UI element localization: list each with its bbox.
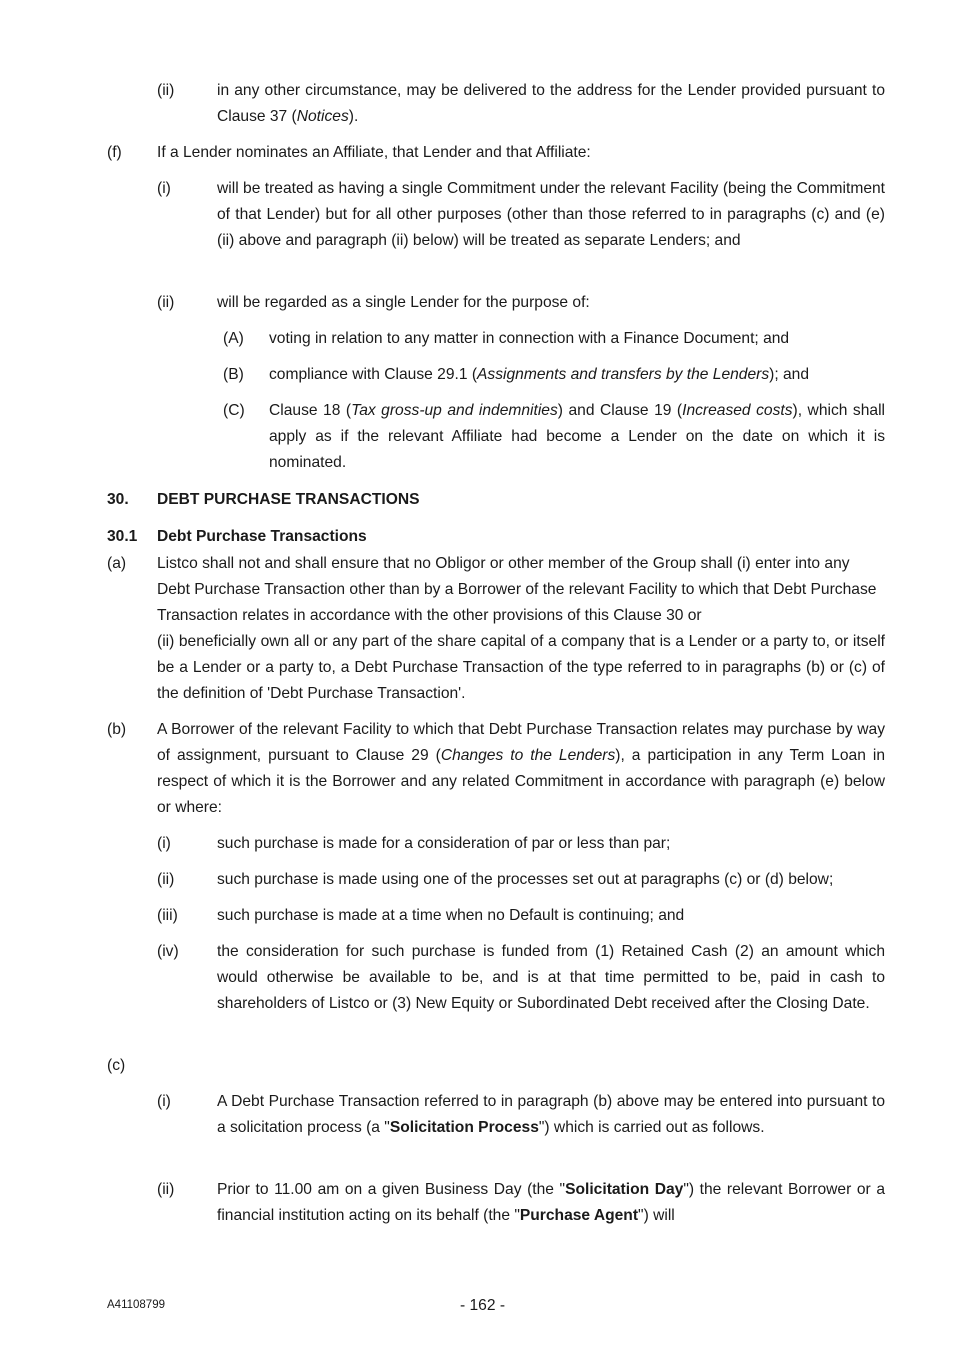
paragraph-label: (i) — [157, 835, 171, 852]
paragraph-label: (a) — [107, 555, 127, 572]
paragraph-text: will be regarded as a single Lender for the purpose of: — [217, 294, 590, 311]
paragraph-label: (B) — [223, 366, 244, 383]
paragraph-text: voting in relation to any matter in connection with a Finance Document; and — [269, 330, 790, 347]
paragraph-text: A Borrower of the relevant Facility to which that Debt Purchase Transaction relates may purchase by way of assignment, pursuant to Clause 29 (Changes to the Lenders), a participation in any Term Loan in respect of which it is the Borrower and any related Commitment in accordance with paragraph (e) below or where: — [157, 721, 886, 816]
paragraph-text: will be treated as having a single Commitment under the relevant Facility (being the Commitment of that Lender) but for all other purposes (other than those referred to in paragraphs (c) and (e)(ii) above and paragraph (ii) below) will be treated as separate Lenders; and — [217, 180, 885, 249]
paragraph-label: (ii) — [157, 1181, 175, 1198]
paragraph-text: A Debt Purchase Transaction referred to in paragraph (b) above may be entered into pursuant to a solicitation process (a "Solicitation Process") which is carried out as follows. — [217, 1093, 885, 1136]
paragraph-label: (f) — [107, 144, 122, 161]
paragraph-text: Prior to 11.00 am on a given Business Day (the "Solicitation Day") the relevant Borrower or a financial institution acting on its behalf (the "Purchase Agent") will — [217, 1181, 885, 1224]
document-reference: A41108799 — [107, 1299, 165, 1311]
paragraph-label: (C) — [223, 402, 245, 419]
paragraph-text: the consideration for such purchase is funded from (1) Retained Cash (2) an amount which would otherwise be available to be, and is at that time permitted to be, paid in cash to shareholders of Listco or (3) New Equity or Subordinated Debt received after the Closing Date. — [217, 943, 885, 1012]
clause-heading: DEBT PURCHASE TRANSACTIONS — [157, 491, 420, 508]
paragraph-label: (iii) — [157, 907, 178, 924]
paragraph-label: (ii) — [157, 294, 175, 311]
paragraph-label: (i) — [157, 180, 171, 197]
paragraph-text: compliance with Clause 29.1 (Assignments and transfers by the Lenders); and — [269, 366, 810, 383]
page-number: - 162 - — [459, 1297, 506, 1314]
paragraph-a-part-1: Listco shall not and shall ensure that no Obligor or other member of the Group shall (i) enter into any Debt Purchase Transaction other than by a Borrower of the relevant Facility to which that Debt Purchase Transaction relates in accordance with the other provisions of this Clause 30 or — [157, 555, 877, 624]
paragraph-text: in any other circumstance, may be delivered to the address for the Lender provided pursuant to Clause 37 (Notices). — [217, 82, 885, 125]
paragraph-label: (ii) — [157, 871, 175, 888]
paragraph-a-part-2: (ii) beneficially own all or any part of the share capital of a company that is a Lender or a party to, or itself be a Lender or a party to, a Debt Purchase Transaction of the type referred to in paragraphs (b) or (c) of the definition of 'Debt Purchase Transaction'. — [157, 633, 885, 702]
paragraph-label: (c) — [107, 1057, 126, 1074]
paragraph-text: such purchase is made for a consideration of par or less than par; — [217, 835, 671, 852]
subclause-heading: Debt Purchase Transactions — [157, 528, 367, 545]
paragraph-label: (i) — [157, 1093, 171, 1110]
paragraph-label: (A) — [223, 330, 244, 347]
paragraph-text — [157, 551, 885, 707]
paragraph-label: (ii) — [157, 82, 175, 99]
paragraph-text: If a Lender nominates an Affiliate, that Lender and that Affiliate: — [157, 144, 591, 161]
paragraph-label: (b) — [107, 721, 127, 738]
paragraph-text: such purchase is made at a time when no Default is continuing; and — [217, 907, 685, 924]
subclause-number: 30.1 — [107, 528, 138, 545]
clause-number: 30. — [107, 491, 129, 508]
paragraph-text: Clause 18 (Tax gross-up and indemnities) and Clause 19 (Increased costs), which shall apply as if the relevant Affiliate had become a Lender on the date on which it is nominated. — [269, 402, 886, 471]
paragraph-label: (iv) — [157, 943, 179, 960]
paragraph-text: such purchase is made using one of the processes set out at paragraphs (c) or (d) below; — [217, 871, 834, 888]
